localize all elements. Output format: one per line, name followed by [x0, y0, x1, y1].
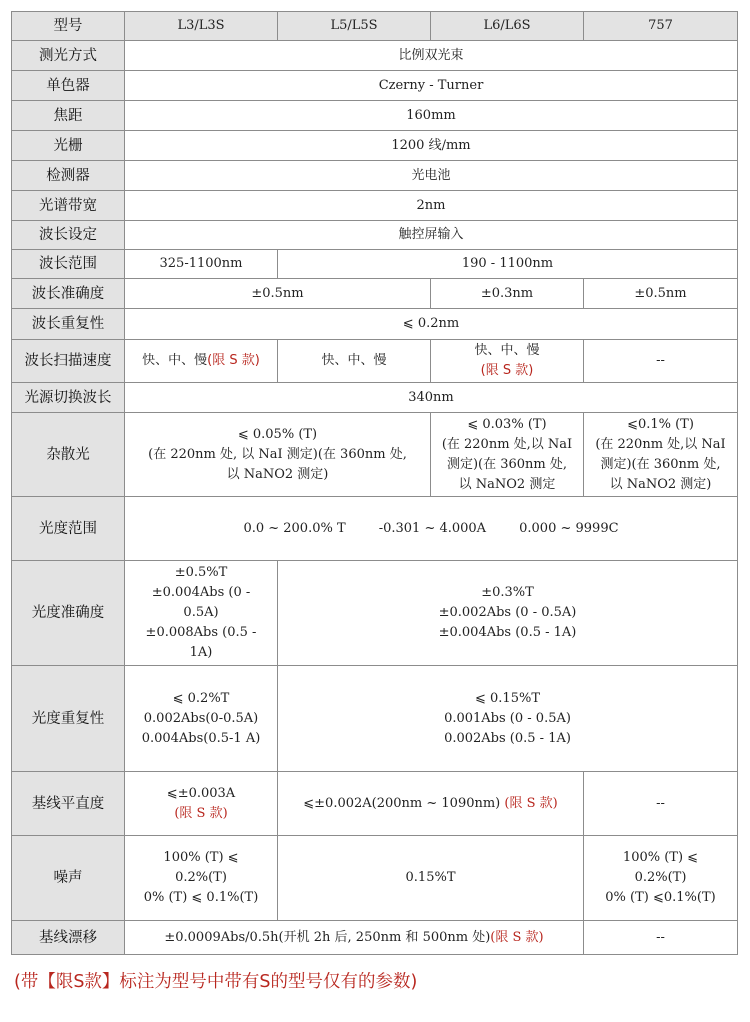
row-focal-length [12, 101, 738, 131]
row-noise [12, 836, 738, 921]
wl-accuracy-757: ±0.5nm [584, 279, 738, 309]
scan-speed-l5: 快、中、慢 [278, 340, 431, 383]
limited-s-note: (限 S 款) [480, 363, 534, 378]
photo-accuracy-line: ±0.3%T [481, 585, 534, 600]
monochromator-value: Czerny - Turner [125, 71, 738, 101]
footnote: (带【限S款】标注为型号中带有S的型号仅有的参数) [14, 972, 418, 992]
model-l5: L5/L5S [278, 12, 431, 41]
scan-speed-l3 [125, 340, 278, 383]
row-wl-setting [12, 221, 738, 250]
photo-repeat-line: 0.002Abs (0.5 - 1A) [444, 730, 571, 746]
row-wl-repeat [12, 309, 738, 340]
row-lamp-switch [12, 383, 738, 413]
photo-range-value: 0.0 ~ 200.0% T -0.301 ~ 4.000A 0.000 ~ 9999C [125, 497, 738, 561]
limited-s-note: (限 S 款) [174, 805, 228, 821]
row-photo-range [12, 497, 738, 561]
photo-accuracy-line: ±0.5%T [174, 565, 228, 580]
noise-line: 0.2%(T) [175, 870, 227, 885]
stray-light-l6 [431, 413, 584, 497]
stray-light-line: 测定)(在 360nm 处, [446, 456, 568, 472]
model-label: 型号 [12, 12, 125, 41]
stray-light-line: ⩽ 0.03% (T) [467, 416, 547, 432]
stray-light-757 [584, 413, 738, 497]
baseline-flatness-l5l6 [278, 772, 584, 836]
photo-accuracy-line: 0.5A) [183, 605, 219, 620]
row-wl-accuracy [12, 279, 738, 309]
wl-repeat-value: ⩽ 0.2nm [125, 309, 738, 340]
noise-l5l6: 0.15%T [278, 836, 584, 921]
wl-range-others: 190 - 1100nm [278, 250, 738, 279]
noise-line: 0% (T) ⩽0.1%(T) [605, 890, 716, 905]
row-measure-method [12, 41, 738, 71]
row-photo-accuracy [12, 561, 738, 666]
model-l6: L6/L6S [431, 12, 584, 41]
bandwidth-label: 光谱带宽 [12, 191, 125, 221]
photo-accuracy-line: ±0.004Abs (0 - [151, 585, 251, 600]
limited-s-note: (限 S 款) [490, 929, 544, 945]
baseline-drift-757: -- [584, 921, 738, 955]
bandwidth-value: 2nm [125, 191, 738, 221]
limited-s-note: (限 S 款) [504, 795, 558, 811]
photo-accuracy-label: 光度准确度 [12, 561, 125, 666]
wl-range-l3: 325-1100nm [125, 250, 278, 279]
noise-l3 [125, 836, 278, 921]
photo-repeat-l3 [125, 666, 278, 772]
grating-label: 光栅 [12, 131, 125, 161]
measure-method-label: 测光方式 [12, 41, 125, 71]
wl-repeat-label: 波长重复性 [12, 309, 125, 340]
focal-length-label: 焦距 [12, 101, 125, 131]
measure-method-value: 比例双光束 [125, 41, 738, 71]
lamp-switch-value: 340nm [125, 383, 738, 413]
photo-accuracy-line: ±0.002Abs (0 - 0.5A) [438, 605, 577, 620]
stray-light-line: 以 NaNO2 测定) [226, 466, 329, 482]
noise-line: 100% (T) ⩽ [622, 850, 699, 865]
stray-light-line: 以 NaNO2 测定 [458, 476, 556, 492]
model-757: 757 [584, 12, 738, 41]
header-row [12, 12, 738, 41]
noise-line: 0.2%(T) [634, 870, 687, 885]
stray-light-label: 杂散光 [12, 413, 125, 497]
baseline-drift-label: 基线漂移 [12, 921, 125, 955]
wl-range-label: 波长范围 [12, 250, 125, 279]
wl-setting-label: 波长设定 [12, 221, 125, 250]
wl-accuracy-l6: ±0.3nm [431, 279, 584, 309]
baseline-flatness-l5l6-text: ⩽±0.002A(200nm ~ 1090nm) [303, 795, 501, 811]
row-wl-range [12, 250, 738, 279]
wl-setting-value: 触控屏输入 [125, 221, 738, 250]
stray-light-line: ⩽0.1% (T) [627, 416, 694, 432]
detector-value: 光电池 [125, 161, 738, 191]
stray-light-line: (在 220nm 处,以 NaI [595, 436, 726, 452]
row-grating [12, 131, 738, 161]
photo-repeat-line: 0.004Abs(0.5-1 A) [141, 730, 261, 746]
stray-light-line: 测定)(在 360nm 处, [600, 456, 721, 472]
photo-accuracy-line: 1A) [189, 645, 213, 660]
photo-accuracy-l3 [125, 561, 278, 666]
lamp-switch-label: 光源切换波长 [12, 383, 125, 413]
noise-line: 0% (T) ⩽ 0.1%(T) [143, 890, 259, 905]
row-photo-repeat [12, 666, 738, 772]
photo-accuracy-others [278, 561, 738, 666]
baseline-flatness-l3 [125, 772, 278, 836]
row-scan-speed [12, 340, 738, 383]
photo-repeat-others [278, 666, 738, 772]
noise-757 [584, 836, 738, 921]
noise-line: 100% (T) ⩽ [163, 850, 239, 865]
row-bandwidth [12, 191, 738, 221]
scan-speed-label: 波长扫描速度 [12, 340, 125, 383]
wl-accuracy-l3l5: ±0.5nm [125, 279, 431, 309]
monochromator-label: 单色器 [12, 71, 125, 101]
wl-accuracy-label: 波长准确度 [12, 279, 125, 309]
photo-repeat-line: 0.002Abs(0-0.5A) [143, 710, 259, 726]
photo-repeat-line: 0.001Abs (0 - 0.5A) [444, 710, 571, 726]
photo-accuracy-line: ±0.004Abs (0.5 - 1A) [438, 625, 577, 640]
spec-table [11, 11, 738, 955]
focal-length-value: 160mm [125, 101, 738, 131]
photo-repeat-label: 光度重复性 [12, 666, 125, 772]
limited-s-note: (限 S 款) [207, 353, 260, 368]
scan-speed-l6-text: 快、中、慢 [474, 343, 540, 358]
grating-value: 1200 线/mm [125, 131, 738, 161]
row-monochromator [12, 71, 738, 101]
stray-light-line: (在 220nm 处,以 NaI [441, 436, 573, 452]
photo-accuracy-line: ±0.008Abs (0.5 - [145, 625, 257, 640]
noise-label: 噪声 [12, 836, 125, 921]
row-baseline-drift [12, 921, 738, 955]
scan-speed-l3-text: 快、中、慢 [142, 353, 208, 368]
baseline-flatness-757: -- [584, 772, 738, 836]
stray-light-line: 以 NaNO2 测定) [609, 476, 712, 492]
baseline-drift-text: ±0.0009Abs/0.5h(开机 2h 后, 250nm 和 500nm 处) [164, 929, 491, 945]
baseline-flatness-l3-text: ⩽±0.003A [166, 785, 236, 801]
photo-repeat-line: ⩽ 0.2%T [172, 690, 230, 706]
model-l3: L3/L3S [125, 12, 278, 41]
row-baseline-flatness [12, 772, 738, 836]
scan-speed-l6 [431, 340, 584, 383]
stray-light-l3l5 [125, 413, 431, 497]
row-stray-light [12, 413, 738, 497]
photo-repeat-line: ⩽ 0.15%T [475, 690, 540, 706]
row-detector [12, 161, 738, 191]
detector-label: 检测器 [12, 161, 125, 191]
stray-light-line: ⩽ 0.05% (T) [237, 426, 318, 442]
baseline-flatness-label: 基线平直度 [12, 772, 125, 836]
photo-range-label: 光度范围 [12, 497, 125, 561]
scan-speed-757: -- [584, 340, 738, 383]
baseline-drift-value [125, 921, 584, 955]
stray-light-line: (在 220nm 处, 以 NaI 测定)(在 360nm 处, [148, 446, 407, 462]
